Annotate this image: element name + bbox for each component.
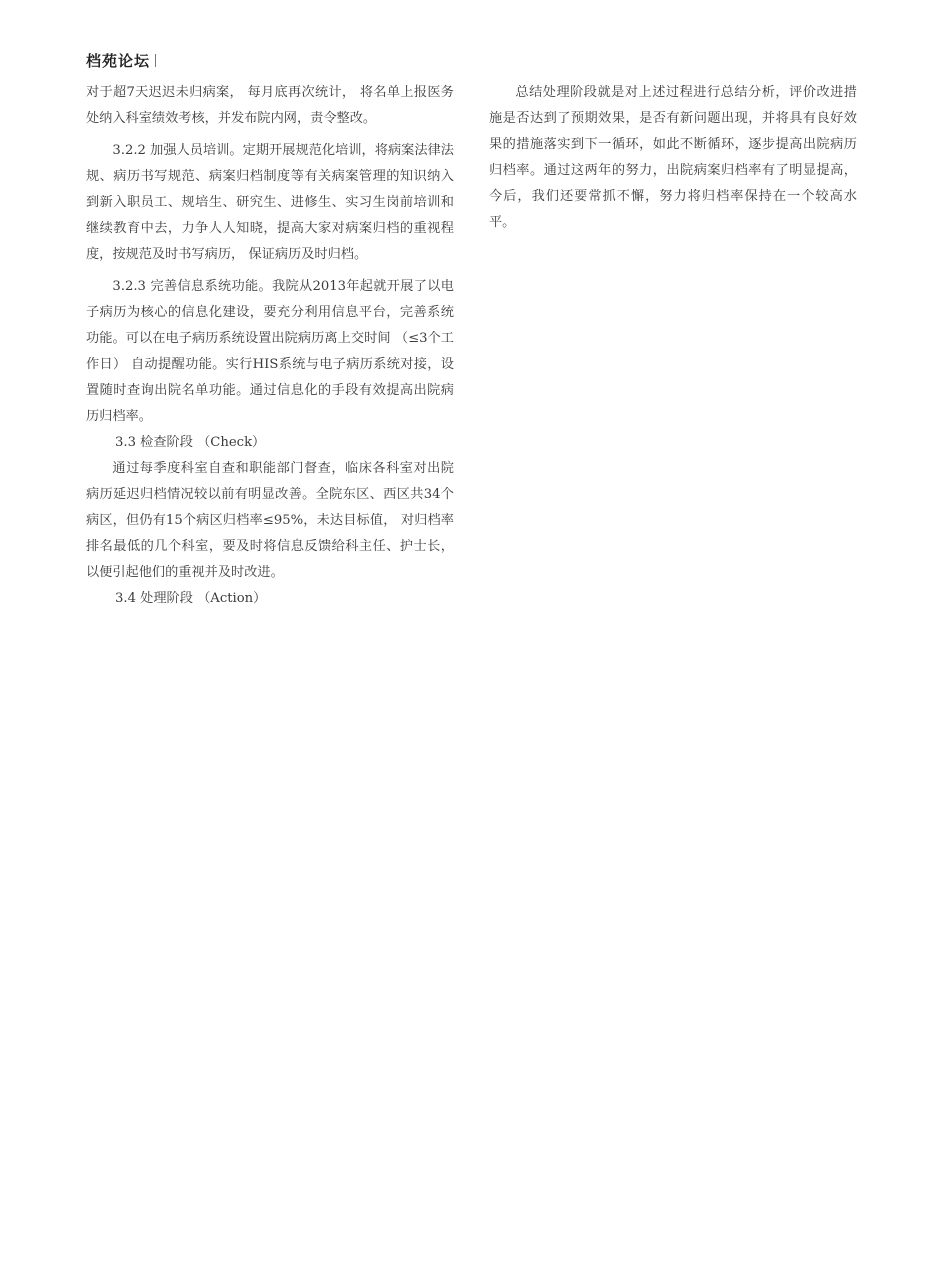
paragraph-3-2-3: 3.2.3 完善信息系统功能。我院从2013年起就开展了以电子病历为核心的信息化建设，要充分利用信息平台，完善系统功能。可以在电子病历系统设置出院病历离上交时间 （≤3个工作日） 自动提醒功能。实行HIS系统与电子病历系统对接，设置随时查询出院名单功能。通过信息化的手段有效提高出院病历归档率。 [86,279,454,424]
left-column [86,80,454,612]
header-divider [155,54,156,67]
running-header [86,50,156,71]
paragraph-check-stage: 通过每季度科室自查和职能部门督查，临床各科室对出院病历延迟归档情况较以前有明显改善。全院东区、西区共34个病区，但仍有15个病区归档率≤95%，未达目标值， 对归档率排名最低的几个科室，要及时将信息反馈给科主任、护士长， 以便引起他们的重视并及时改进。 [86,461,454,580]
journal-title: 档苑论坛 [86,52,151,70]
section-heading-3-4: 3.4 处理阶段 （Action） [115,591,267,606]
paragraph-action-summary: 总结处理阶段就是对上述过程进行总结分析，评价改进措施是否达到了预期效果，是否有新问题出现，并将具有良好效果的措施落实到下一循环，如此不断循环，逐步提高出院病历归档率。通过这两年的努力，出院病案归档率有了明显提高，今后，我们还要常抓不懈，努力将归档率保持在一个较高水平。 [489,85,857,230]
paragraph-3-2-2: 3.2.2 加强人员培训。定期开展规范化培训，将病案法律法规、病历书写规范、病案归档制度等有关病案管理的知识纳入到新入职员工、规培生、研究生、进修生、实习生岗前培训和继续教育中去，力争人人知晓，提高大家对病案归档的重视程度，按规范及时书写病历， 保证病历及时归档。 [86,143,454,262]
section-heading-3-3: 3.3 检查阶段 （Check） [115,435,266,450]
paragraph-overdue-cases: 对于超7天迟迟未归病案， 每月底再次统计， 将名单上报医务处纳入科室绩效考核，并发布院内网，责令整改。 [86,85,454,126]
right-column [489,80,857,236]
